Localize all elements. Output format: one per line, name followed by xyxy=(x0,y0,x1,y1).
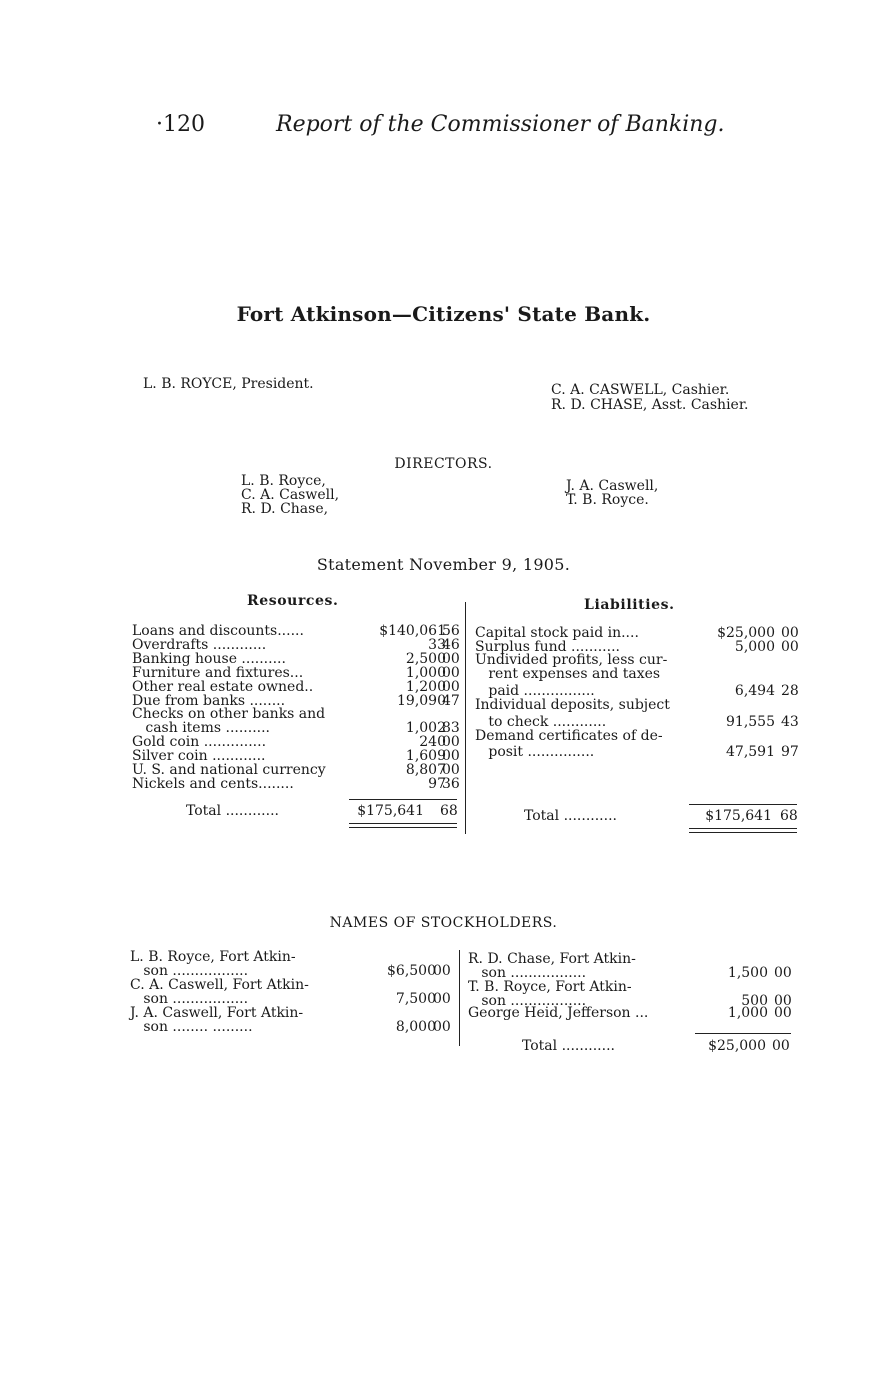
row-label: Other real estate owned.. xyxy=(132,678,314,695)
row-label: son ........ ......... xyxy=(130,1019,253,1035)
page-number: ·120 xyxy=(156,112,205,137)
director-name: J. A. Caswell, xyxy=(566,478,659,494)
statement-title: Statement November 9, 1905. xyxy=(316,555,571,574)
row-label: cash items .......... xyxy=(132,720,270,737)
row-cents: 00 xyxy=(781,625,799,641)
officer-president: L. B. ROYCE, President. xyxy=(143,376,314,392)
row-label: Checks on other banks and xyxy=(132,706,326,723)
row-cents: 56 xyxy=(442,623,460,639)
row-dollars: 1,000 xyxy=(405,664,446,681)
row-cents: 36 xyxy=(442,775,460,792)
column-divider xyxy=(465,602,466,834)
resources-double-rule xyxy=(349,823,457,824)
row-dollars: 33 xyxy=(428,636,446,653)
row-label: Gold coin .............. xyxy=(132,734,267,751)
row-cents: 97 xyxy=(781,744,799,760)
row-cents: 47 xyxy=(442,692,460,709)
directors-heading: DIRECTORS. xyxy=(394,456,493,472)
row-cents: 00 xyxy=(433,1019,451,1035)
liabilities-heading: Liabilities. xyxy=(584,597,675,613)
row-dollars: 7,500 xyxy=(395,991,436,1007)
row-dollars: 8,000 xyxy=(395,1019,436,1035)
total-cents: 68 xyxy=(780,808,798,824)
total-label: Total ............ xyxy=(524,808,617,824)
row-cents: 00 xyxy=(442,748,460,765)
row-dollars: 240 xyxy=(419,734,446,751)
row-cents: 00 xyxy=(442,664,460,681)
row-label: son ................. xyxy=(468,993,587,1009)
officer-cashier: C. A. CASWELL, Cashier. xyxy=(551,382,730,398)
row-dollars: 1,200 xyxy=(405,678,446,695)
row-cents: 00 xyxy=(774,993,792,1009)
row-label: Capital stock paid in.... xyxy=(475,625,639,641)
row-label: R. D. Chase, Fort Atkin- xyxy=(468,951,636,967)
row-dollars: 6,494 xyxy=(734,683,775,699)
row-label: Silver coin ............ xyxy=(132,748,266,765)
row-label: L. B. Royce, Fort Atkin- xyxy=(130,949,296,965)
resources-double-rule xyxy=(349,827,457,828)
row-cents: 00 xyxy=(442,650,460,667)
bank-title: Fort Atkinson—Citizens' State Bank. xyxy=(236,302,651,326)
row-cents: 28 xyxy=(781,683,799,699)
row-dollars: 5,000 xyxy=(734,638,775,655)
row-label: T. B. Royce, Fort Atkin- xyxy=(468,979,632,995)
row-label: Surplus fund ........... xyxy=(475,638,620,655)
row-cents: 00 xyxy=(774,1005,792,1021)
total-label: Total ............ xyxy=(186,803,279,819)
liabilities-double-rule xyxy=(689,828,797,829)
row-label: rent expenses and taxes xyxy=(475,665,661,682)
total-dollars: $25,000 xyxy=(708,1038,766,1054)
row-dollars: 2,500 xyxy=(405,650,446,667)
row-dollars: 97 xyxy=(428,775,446,792)
row-dollars: 47,591 xyxy=(726,744,775,760)
row-label: son ................. xyxy=(468,965,587,981)
row-label: U. S. and national currency xyxy=(132,762,326,778)
row-label: Due from banks ........ xyxy=(132,692,286,709)
total-dollars: $175,641 xyxy=(705,808,772,824)
row-dollars: 8,807 xyxy=(405,762,446,778)
row-cents: 00 xyxy=(433,991,451,1007)
row-dollars: $140,061 xyxy=(379,623,446,639)
row-label: Undivided profits, less cur- xyxy=(475,652,668,668)
row-cents: 00 xyxy=(442,678,460,695)
stockholders-total-rule xyxy=(695,1033,791,1034)
director-name: R. D. Chase, xyxy=(241,501,329,517)
stockholders-heading: NAMES OF STOCKHOLDERS. xyxy=(329,915,558,931)
total-dollars: $175,641 xyxy=(357,803,424,819)
liabilities-double-rule xyxy=(689,832,797,833)
liabilities-total-rule xyxy=(689,804,797,805)
row-dollars: 1,002 xyxy=(405,720,446,737)
row-label: Demand certificates of de- xyxy=(475,727,663,744)
row-dollars: 1,000 xyxy=(727,1005,768,1021)
row-dollars: $6,500 xyxy=(387,963,436,979)
running-head: Report of the Commissioner of Banking. xyxy=(276,112,725,137)
row-cents: 00 xyxy=(781,638,799,655)
row-label: Banking house .......... xyxy=(132,650,286,667)
director-name: L. B. Royce, xyxy=(241,473,326,489)
row-label: C. A. Caswell, Fort Atkin- xyxy=(130,977,309,993)
row-cents: 43 xyxy=(781,714,799,730)
row-cents: 00 xyxy=(442,762,460,778)
row-dollars: $25,000 xyxy=(717,625,775,641)
total-label: Total ............ xyxy=(522,1038,615,1054)
row-label: Nickels and cents........ xyxy=(132,775,294,792)
row-label: paid ................ xyxy=(475,683,595,699)
row-label: Overdrafts ............ xyxy=(132,636,267,653)
row-label: Furniture and fixtures... xyxy=(132,664,304,681)
row-dollars: 91,555 xyxy=(726,714,775,730)
row-label: to check ............ xyxy=(475,714,607,730)
row-cents: 00 xyxy=(442,734,460,751)
row-label: son ................. xyxy=(130,963,249,979)
resources-total-rule xyxy=(349,799,457,800)
total-cents: 68 xyxy=(440,803,458,819)
stockholders-divider xyxy=(459,950,460,1046)
row-label: son ................. xyxy=(130,991,249,1007)
row-label: posit ............... xyxy=(475,744,595,760)
row-label: Individual deposits, subject xyxy=(475,696,670,713)
officer-asst-cashier: R. D. CHASE, Asst. Cashier. xyxy=(551,397,749,413)
row-dollars: 1,500 xyxy=(727,965,768,981)
row-label: Loans and discounts...... xyxy=(132,623,304,639)
row-cents: 46 xyxy=(442,636,460,653)
row-cents: 00 xyxy=(433,963,451,979)
row-label: George Heid, Jefferson ... xyxy=(468,1005,649,1021)
director-name: T. B. Royce. xyxy=(566,492,649,508)
row-dollars: 19,090 xyxy=(397,692,446,709)
row-dollars: 1,609 xyxy=(405,748,446,765)
total-cents: 00 xyxy=(772,1038,790,1054)
row-dollars: 500 xyxy=(741,993,768,1009)
row-cents: 83 xyxy=(442,720,460,737)
director-name: C. A. Caswell, xyxy=(241,487,340,503)
row-cents: 00 xyxy=(774,965,792,981)
resources-heading: Resources. xyxy=(247,593,339,609)
row-label: J. A. Caswell, Fort Atkin- xyxy=(130,1005,304,1021)
